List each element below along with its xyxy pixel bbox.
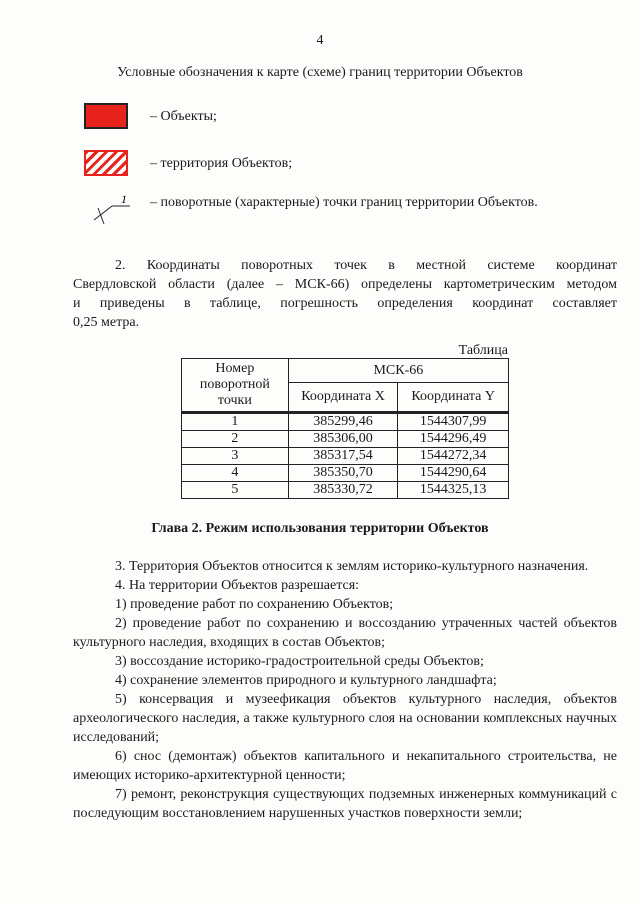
list-item: 1) проведение работ по сохранению Объектов; [115,597,394,612]
header-msk66: МСК-66 [288,359,508,383]
list-item: 7) ремонт, реконструкция существующих подземных инженерных коммуникаций с последующим восстановлением нарушенных участков поверхности земли; [73,787,617,821]
s2-line-4: 0,25 метра. [73,315,140,330]
coordinates-table [181,358,509,499]
turning-point-marker: 1 [121,192,127,206]
table-row [182,465,509,482]
cell-coord-y: 1544296,49 [398,431,509,448]
table-caption: Таблица [458,343,508,358]
hatched-red-rect-icon [84,150,128,176]
header-point-number: Номер поворотной точки [182,359,289,413]
cell-coord-x: 385350,70 [288,465,398,482]
header-coord-x: Координата X [288,383,398,412]
header-coord-y: Координата Y [398,383,509,412]
table-row [182,414,509,431]
page-number: 4 [316,33,324,48]
list-item: 3) воссоздание историко-градостроительной среды Объектов; [115,654,484,669]
cell-coord-y: 1544307,99 [398,414,509,431]
s2-line-2: Свердловской области (далее – МСК-66) определены картометрическим методом [73,277,617,292]
cell-coord-y: 1544272,34 [398,448,509,465]
table-row [182,448,509,465]
cell-coord-y: 1544290,64 [398,465,509,482]
list-item: 4) сохранение элементов природного и культурного ландшафта; [115,673,497,688]
cell-point-number: 1 [182,414,289,431]
cell-point-number: 2 [182,431,289,448]
chapter-2-text [73,557,617,823]
cell-coord-x: 385330,72 [288,482,398,499]
chapter-2-heading: Глава 2. Режим использования территории Объектов [151,521,489,536]
cell-coord-x: 385306,00 [288,431,398,448]
cell-coord-x: 385317,54 [288,448,398,465]
list-item: 6) снос (демонтаж) объектов капитального и некапитального строительства, не имеющих историко-архитектурной ценности; [73,749,617,783]
s2-line-1: 2. Координаты поворотных точек в местной системе координат [115,258,617,273]
legend-title: Условные обозначения к карте (схеме) границ территории Объектов [117,65,523,80]
cell-coord-y: 1544325,13 [398,482,509,499]
cell-point-number: 3 [182,448,289,465]
list-item: 2) проведение работ по сохранению и воссозданию утраченных частей объектов культурного наследия, входящих в состав Объектов; [73,616,617,650]
cell-coord-x: 385299,46 [288,414,398,431]
cell-point-number: 5 [182,482,289,499]
paragraph-4: 4. На территории Объектов разрешается: [115,578,360,593]
cell-point-number: 4 [182,465,289,482]
legend-item-territory: – территория Объектов; [150,156,293,171]
turning-point-icon [90,190,134,228]
solid-red-rect-icon [84,103,128,129]
list-item: 5) консервация и музеефикация объектов культурного наследия, объектов археологического наследия, а также культурного слоя на основании комплексных научных исследований; [73,692,617,745]
legend-item-objects: – Объекты; [150,109,217,124]
legend-item-points: – поворотные (характерные) точки границ территории Объектов. [150,195,538,210]
table-row [182,482,509,499]
s2-line-3: и приведены в таблице, погрешность определения координат составляет [73,296,617,311]
paragraph-3: 3. Территория Объектов относится к землям историко-культурного назначения. [115,559,589,574]
section-2-text [73,256,617,332]
table-row [182,431,509,448]
